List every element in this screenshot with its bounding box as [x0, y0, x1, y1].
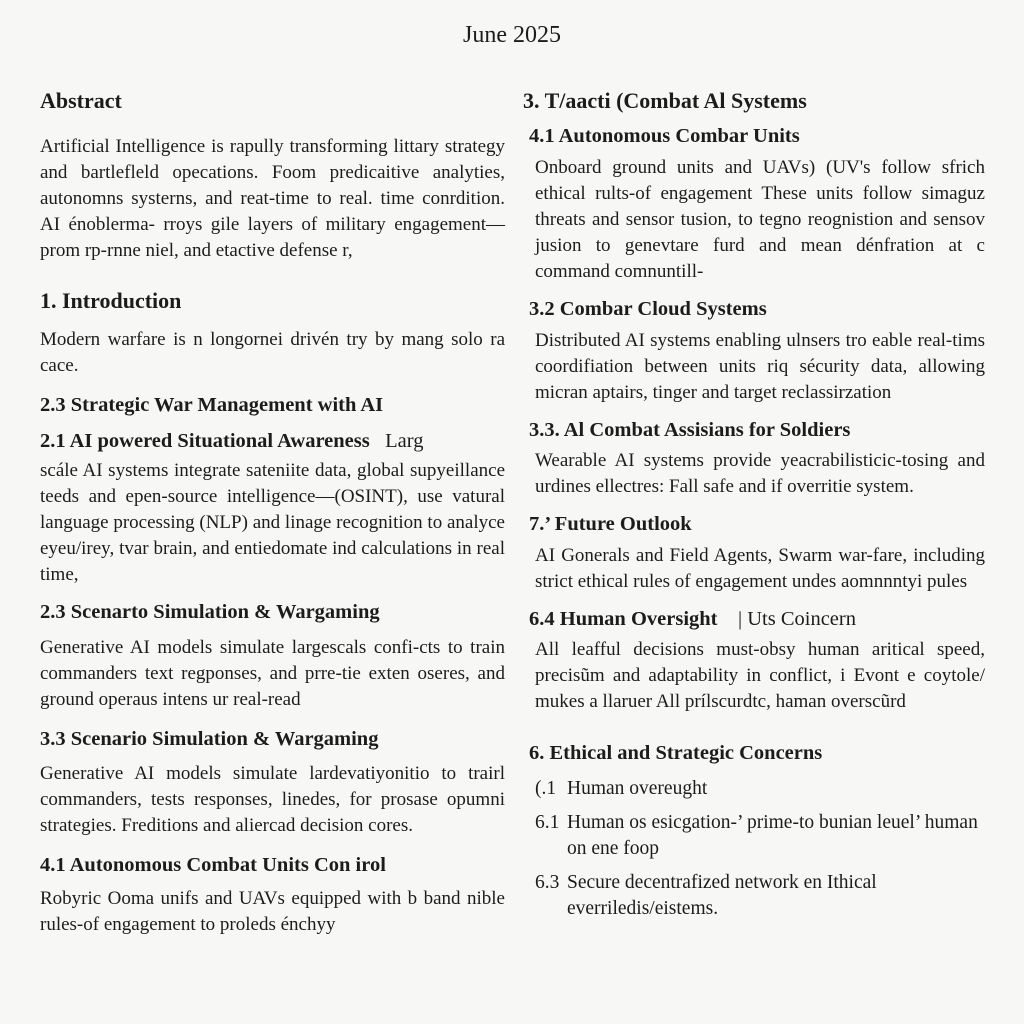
abstract-text: Artificial Intelligence is rapully transforming littary strategy and bartlefleld opecations. Foom predicaitive analyties, autonomns systerns, and reat-time to real. time conrdition. AI énoblerma- rroys gile layers of military engagement—prom rp-rnne niel, and etactive defense r, — [40, 136, 505, 262]
section-heading: 3.2 Combar Cloud Systems — [529, 297, 767, 320]
abstract-heading: Abstract — [40, 88, 122, 113]
list-item-number: (.1 — [535, 777, 557, 799]
concerns-list — [529, 776, 985, 922]
section-heading — [40, 429, 505, 454]
section-heading: 3.3. Al Combat Assisians for Soldiers — [529, 418, 851, 441]
section-heading-tail: | Uts Coincern — [738, 607, 856, 630]
right-section — [523, 124, 985, 922]
list-item-text: Secure decentrafized network en Ithical everriledis/eistems. — [567, 871, 877, 919]
list-item-text: Human overeught — [567, 777, 708, 799]
section-text: Robyric Ooma unifs and UAVs equipped with b band nible rules-of engagement to proleds énchyy — [40, 887, 505, 935]
section-text: Onboard ground units and UAVs) (UV's follow sfrich ethical rults-of engagement These units follow simaguz threats and sensor tusion, to tegno reognistion and sensov jusion to genevtare furd and mean dénfration at c command comnuntill- — [535, 156, 985, 282]
section-text: Distributed AI systems enabling ulnsers tro eable real-tims coordifiation between units riq sécurity data, allowing micran aptairs, tinger and target reclassirzation — [535, 329, 985, 403]
section-heading: 7.’ Future Outlook — [529, 513, 692, 536]
list-item-text: Human os esicgation-’ prime-to bunian leuel’ human on ene foop — [567, 811, 978, 859]
section-heading: 4.1 Autonomous Combar Units — [529, 125, 800, 148]
section-heading: 6. Ethical and Strategic Concerns — [529, 742, 823, 765]
section-text: All leafful decisions must-obsy human aritical speed, precisũm and adaptability in conflict, i Evont e coytole/ mukes a llaruer All prílscurdtc, haman overscũrd — [535, 639, 985, 713]
left-column — [40, 88, 505, 950]
section-heading — [529, 607, 985, 632]
section-heading-title: 6.4 Human Oversight — [529, 607, 718, 630]
section-heading: 3.3 Scenario Simulation & Wargaming — [40, 727, 379, 750]
section-text: scále AI systems integrate sateniite data, global supyeillance teeds and epen-source intelligence—(OSINT), use vatural language processing (NLP) and linage recognition to analyce eyeu/irey, tvar brain, and entiedomate ind calculations in real time, — [40, 459, 505, 585]
list-item-number: 6.3 — [535, 871, 560, 893]
main-section-heading: 3. T/aacti (Combat Al Systems — [523, 88, 807, 113]
section-text: Wearable AI systems provide yeacrabilisticic-tosing and urdines ellectres: Fall safe and if overritie system. — [535, 450, 985, 498]
section-heading: 2.3 Strategic War Management with AI — [40, 393, 384, 416]
introduction-heading: 1. Introduction — [40, 288, 182, 314]
section-text: AI Gonerals and Field Agents, Swarm war-fare, including strict ethical rules of engagement undes aomnnntyi pules — [535, 544, 985, 592]
page-date: June 2025 — [463, 22, 561, 48]
section-heading: 4.1 Autonomous Combat Units Con irol — [40, 854, 386, 877]
right-column — [523, 88, 985, 930]
list-item-number: 6.1 — [535, 811, 560, 833]
section-text: Generative AI models simulate largescals confi-cts to train commanders text regponses, and prre-tie exten oseres, and ground operaus intens ur real-read — [40, 636, 505, 710]
list-item — [535, 810, 985, 862]
section-text: Generative AI models simulate lardevatiyonitio to trairl commanders, tests responses, linedes, for prosase opumni strategies. Freditions and aliercad decision cores. — [40, 763, 505, 837]
list-item — [535, 870, 985, 922]
list-item — [535, 776, 985, 802]
section-heading: 2.3 Scenarto Simulation & Wargaming — [40, 600, 380, 623]
section-heading-title: 2.1 AI powered Situational Awareness — [40, 430, 370, 453]
introduction-text: Modern warfare is n longornei drivén try by mang solo ra cace. — [40, 328, 505, 376]
section-heading-tail: Larg — [385, 430, 424, 453]
